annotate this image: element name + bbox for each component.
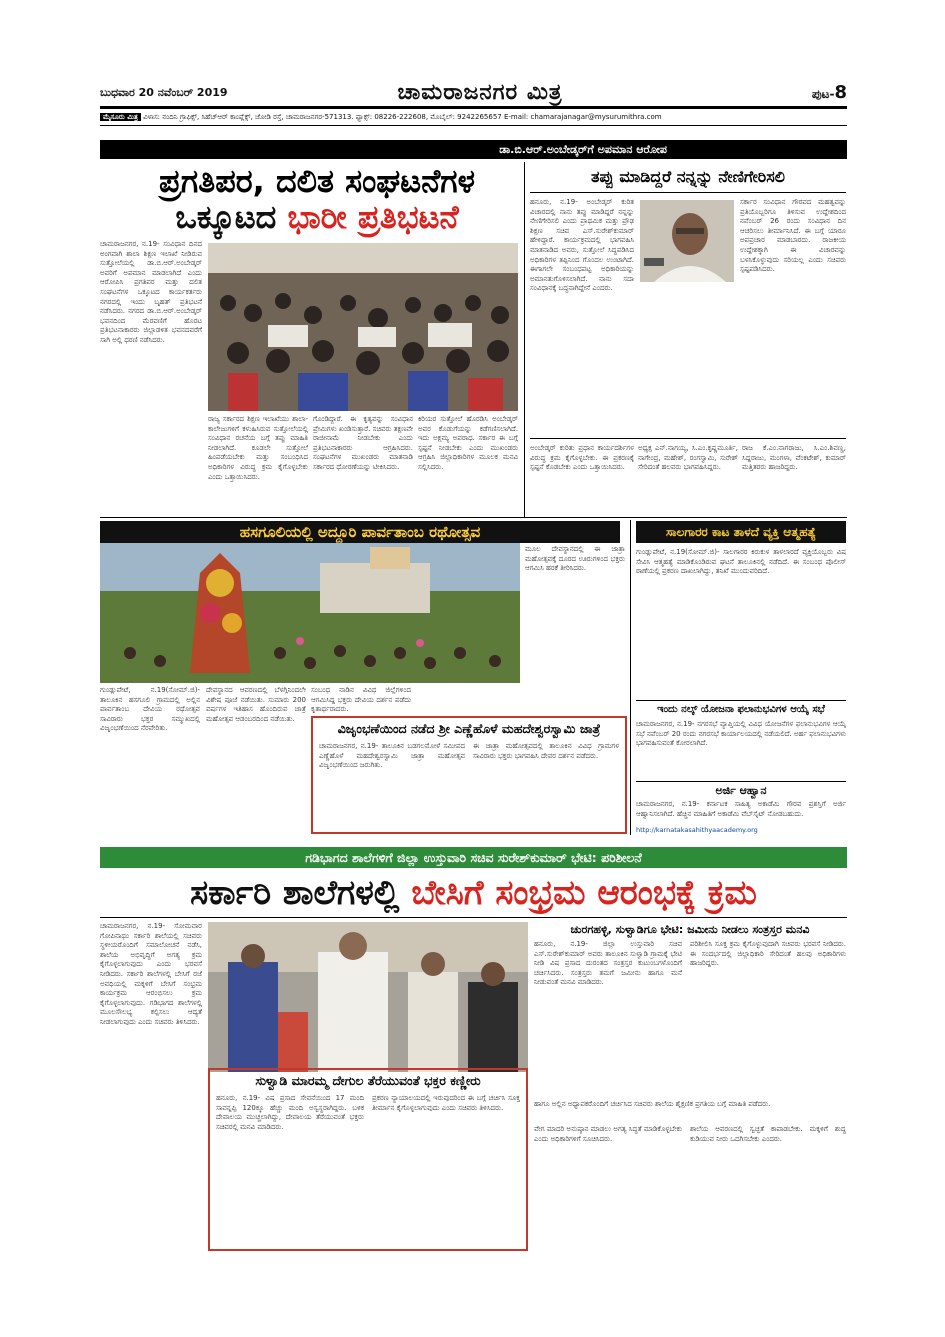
column-divider [524,162,525,517]
strip-text: ಗಡಿಭಾಗದ ಶಾಲೆಗಳಿಗೆ ಜಿಲ್ಲಾ ಉಸ್ತುವಾರಿ ಸಚಿವ ಸುರೇಶ್‌ಕುಮಾರ್ ಭೇಟಿ: ಪರಿಶೀಲನೆ [305,850,642,865]
story4-body-col3: ಮೂಲ ದೇವಸ್ಥಾನದಲ್ಲಿ ಈ ಜಾತ್ರಾ ಮಹೋತ್ಸವಕ್ಕೆ ದೂರದ ಊರುಗಳಿಂದ ಭಕ್ತರು ಆಗಮಿಸಿ ಹರಕೆ ತೀರಿಸಿದರು. [525,545,625,573]
story2-body-col1: ಹನೂರು, ನ.19- ಅಂಬೇಡ್ಕರ್ ಕುರಿತ ವಿಚಾರದಲ್ಲಿ ನಾನು ತಪ್ಪು ಮಾಡಿದ್ದರೆ ನನ್ನನ್ನು ನೇಣಿಗೇರಿಸಲಿ ಎಂದು ಪ್ರಾಥಮಿಕ ಮತ್ತು ಪ್ರೌಢ ಶಿಕ್ಷಣ ಸಚಿವ ಎಸ್.ಸುರೇಶ್‌ಕುಮಾರ್ ಹೇಳಿದ್ದಾರೆ. ಕಾರ್ಯಕ್ರಮದಲ್ಲಿ ಭಾಗವಹಿಸಿ ಮಾತನಾಡಿದ ಅವರು, ಸುತ್ತೋಲೆ ಸಿದ್ಧಪಡಿಸಿದ ಅಧಿಕಾರಿಗಳ ತಪ್ಪಿನಿಂದ ಗೊಂದಲ ಉಂಟಾಗಿದೆ. ಈಗಾಗಲೇ ಸಂಬಂಧಪಟ್ಟ ಅಧಿಕಾರಿಯನ್ನು ಅಮಾನತುಗೊಳಿಸಲಾಗಿದೆ. ನಾನು ಸದಾ ಸಂವಿಧಾನಕ್ಕೆ ಬದ್ಧನಾಗಿದ್ದೇನೆ ಎಂದರು. [530,198,634,293]
story7-body: ಚಾಮರಾಜನಗರ, ನ.19- ನಗರಸಭೆ ವ್ಯಾಪ್ತಿಯಲ್ಲಿ ವಿವಿಧ ಯೋಜನೆಗಳ ಫಲಾನುಭವಿಗಳ ಆಯ್ಕೆ ಸಭೆ ನವೆಂಬರ್ 20 ರಂದು ನಗರಸಭೆ ಕಾರ್ಯಾಲಯದಲ್ಲಿ ನಡೆಯಲಿದೆ. ಅರ್ಹ ಫಲಾನುಭವಿಗಳು ಭಾಗವಹಿಸುವಂತೆ ಕೋರಲಾಗಿದೆ. [636,720,846,748]
story3-body-col1: ಅಂಬೇಡ್ಕರ್ ಕುರಿತು ಪ್ರಧಾನ ಕಾರ್ಯದರ್ಶಿಗಳ ವಿರುದ್ಧ ಕ್ರಮ ಕೈಗೊಳ್ಳಬೇಕು. ಈ ಪ್ರಕರಣಕ್ಕೆ ಸ್ಪಷ್ಟನೆ ಕೊಡಬೇಕು ಎಂದು ಒತ್ತಾಯಿಸಿದರು. [530,444,634,472]
masthead-date: ಬುಧವಾರ 20 ನವೆಂಬರ್ 2019 [100,86,228,99]
story3-rule [530,438,846,439]
story9-body-col1: ಚಾಮರಾಜನಗರ, ನ.19- ಸೋಮವಾರ ಗೋಪಿನಾಥಂ ಸರ್ಕಾರಿ ಶಾಲೆಯಲ್ಲಿ ಸಚಿವರು ಸ್ಥಳೀಯರೊಂದಿಗೆ ಸಮಾಲೋಚನೆ ನಡೆಸಿ, ಶಾಲೆಯ ಅಭಿವೃದ್ಧಿಗೆ ಅಗತ್ಯ ಕ್ರಮ ಕೈಗೊಳ್ಳಲಾಗುವುದು ಎಂದು ಭರವಸೆ ನೀಡಿದರು. ಸರ್ಕಾರಿ ಶಾಲೆಗಳಲ್ಲಿ ಬೇಸಿಗೆ ರಜೆ ಅವಧಿಯಲ್ಲಿ ಮಕ್ಕಳಿಗೆ ಬೇಸಿಗೆ ಸಂಭ್ರಮ ಕಾರ್ಯಕ್ರಮ ಆರಂಭಿಸಲು ಕ್ರಮ ಕೈಗೊಳ್ಳಲಾಗುವುದು. ಗಡಿಭಾಗದ ಶಾಲೆಗಳಲ್ಲಿ ಮೂಲಸೌಲಭ್ಯ ಕಲ್ಪಿಸಲು ಆದ್ಯತೆ ನೀಡಲಾಗುವುದು ಎಂದು ಸಚಿವರು ತಿಳಿಸಿದರು. [100,922,202,1026]
story10-body-col1: ಹನೂರು, ನ.19- ಜಿಲ್ಲಾ ಉಸ್ತುವಾರಿ ಸಚಿವ ಎಸ್.ಸುರೇಶ್‌ಕುಮಾರ್ ಅವರು ತಾಲೂಕಿನ ಸುಳ್ವಾಡಿ ಗ್ರಾಮಕ್ಕೆ ಭೇಟಿ ನೀಡಿ ವಿಷ ಪ್ರಸಾದ ದುರಂತದ ಸಂತ್ರಸ್ತರ ಕುಟುಂಬಗಳೊಂದಿಗೆ ಚರ್ಚಿಸಿದರು. ಸಂತ್ರಸ್ತರು ತಮಗೆ ಜಮೀನು ಹಾಗೂ ಮನೆ ನೀಡುವಂತೆ ಮನವಿ ಮಾಡಿದರು. [534,940,682,987]
story4-body-col4-visible: ಸಂಬಂಧ ನಾಡಿನ ವಿವಿಧ ಜಿಲ್ಲೆಗಳಿಂದ ಆಗಮಿಸಿದ್ದ ಭಕ್ತರು ದೇವಿಯ ದರ್ಶನ ಪಡೆದು ಕೃತಾರ್ಥರಾದರು. [311,686,411,714]
story1-headline-line2 [108,199,526,235]
story9-school-photo [208,922,528,1072]
story4-body-col1: ಗುಂಡ್ಲುಪೇಟೆ, ನ.19(ಸೋಮ್.ಜಿ)- ತಾಲೂಕಿನ ಹಸಗೂಲಿ ಗ್ರಾಮದಲ್ಲಿ ಅಲ್ಲಿನ ಪಾರ್ವತಾಂಬ ದೇವಿಯ ರಥೋತ್ಸವ ಸಾವಿರಾರು ಭಕ್ತರ ಸಮ್ಮುಖದಲ್ಲಿ ವಿಜೃಂಭಣೆಯಿಂದ ನೆರವೇರಿತು. [100,686,200,733]
story9-headline-a: ಸರ್ಕಾರಿ ಶಾಲೆಗಳಲ್ಲಿ [190,873,400,913]
story1-body-col4: ಕಿರಿಯರ ಸುತ್ತೋಲೆ ಹೊರಡಿಸಿ ಅಂಬೇಡ್ಕರ್ ಅವರ ಕೊಡುಗೆಯನ್ನು ಕಡೆಗಣಿಸಲಾಗಿದೆ. ಇದು ಅಕ್ಷಮ್ಯ ಅಪರಾಧ. ಸರ್ಕಾರ ಈ ಬಗ್ಗೆ ಸ್ಪಷ್ಟನೆ ನೀಡಬೇಕು ಎಂದು ಮುಖಂಡರು ಆಗ್ರಹಿಸಿ ಜಿಲ್ಲಾಧಿಕಾರಿಗಳ ಮೂಲಕ ಮನವಿ ಸಲ್ಲಿಸಿದರು. [418,415,518,471]
masthead-page [812,82,847,103]
story4-chariot-photo [100,543,520,683]
story8-website-link[interactable]: http://karnatakasahithyaacademy.org [636,826,758,834]
story1-headline-b: ಭಾರೀ ಪ್ರತಿಭಟನೆ [287,198,459,236]
masthead-info-line [100,112,847,123]
chariot-festival-image [100,543,520,683]
story9-headline-b: ಬೇಸಿಗೆ ಸಂಭ್ರಮ ಆರಂಭಕ್ಕೆ ಕ್ರಮ [411,873,757,913]
story10-headline: ಚುರಗಹಳ್ಳಿ, ಸುಳ್ವಾಡಿಗೂ ಭೇಟಿ: ಜಮೀನು ನೀಡಲು ಸಂತ್ರಸ್ತರ ಮನವಿ [570,923,810,936]
masthead [100,80,847,126]
story11-body-col2: ಪ್ರಕರಣ ನ್ಯಾಯಾಲಯದಲ್ಲಿ ಇರುವುದರಿಂದ ಈ ಬಗ್ಗೆ ಚರ್ಚಿಸಿ ಸೂಕ್ತ ತೀರ್ಮಾನ ಕೈಗೊಳ್ಳಲಾಗುವುದು ಎಂದು ಸಚಿವರು ತಿಳಿಸಿದರು. [372,1094,520,1112]
story9-strip [100,847,847,868]
story2-rule [530,192,846,193]
story9-headline [100,872,847,914]
story11-box [208,1068,528,1251]
info-prefix: ಮೈಸೂರು ಮಿತ್ರ [100,113,141,121]
minister-portrait-image [640,200,734,282]
story4-headline-text: ಹಸಗೂಲಿಯಲ್ಲಿ ಅದ್ದೂರಿ ಪಾರ್ವತಾಂಬ ರಥೋತ್ಸವ [239,523,481,541]
section-rule [100,517,847,518]
story1-headline-a: ಒಕ್ಕೂಟದ [175,198,277,236]
story11-body-col1: ಹನೂರು, ನ.19- ವಿಷ ಪ್ರಸಾದ ಸೇವನೆಯಿಂದ 17 ಮಂದಿ ಸಾವನ್ನಪ್ಪಿ 120ಕ್ಕೂ ಹೆಚ್ಚು ಮಂದಿ ಅಸ್ವಸ್ಥರಾಗಿದ್ದರು. ಬಳಿಕ ದೇವಾಲಯ ಮುಚ್ಚಲಾಗಿದ್ದು, ದೇವಾಲಯ ತೆರೆಯುವಂತೆ ಭಕ್ತರು ಸಚಿವರಲ್ಲಿ ಮನವಿ ಮಾಡಿದರು. [216,1094,364,1131]
story8-body: ಚಾಮರಾಜನಗರ, ನ.19- ಕರ್ನಾಟಕ ಸಾಹಿತ್ಯ ಅಕಾಡೆಮಿ ಗೌರವ ಪ್ರಶಸ್ತಿಗೆ ಅರ್ಜಿ ಆಹ್ವಾನಿಸಲಾಗಿದೆ. ಹೆಚ್ಚಿನ ಮಾಹಿತಿಗೆ ಅಕಾಡೆಮಿ ವೆಬ್‌ಸೈಟ್ ನೋಡಬಹುದು. [636,800,846,818]
story9-rule [100,917,847,918]
page-label: ಪುಟ- [811,87,835,101]
story1-kicker-bar [100,140,847,159]
masthead-rule-2 [100,125,847,126]
story5-box [311,716,627,834]
story2-headline: ತಪ್ಪು ಮಾಡಿದ್ದರೆ ನನ್ನನ್ನು ನೇಣಿಗೇರಿಸಲಿ [591,167,785,186]
info-address: ವಿಳಾಸ: ನಂದಿನಿ ಗ್ರಾಫಿಕ್ಸ್, ಸಿಹೆಚ್ಆರ್ ಕಾಂಪ್ಲೆಕ್ಸ್, ಜೋಡಿ ರಸ್ತೆ, ಚಾಮರಾಜನಗರ-571313. ಫ್ಯಾಕ್ಸ್: 08226-222608, ಮೊಬೈಲ್: 9242265657 E-mail: chamarajanagar@mysurumithra.com [143,113,662,121]
story5-body-col1: ಚಾಮರಾಜನಗರ, ನ.19- ತಾಲೂಕಿನ ಬಡಗಲಮೋಳೆ ಸಮೀಪದ ಎಣ್ಣೆಹೊಳೆ ಮಹದೇಶ್ವರಸ್ವಾಮಿ ಜಾತ್ರಾ ಮಹೋತ್ಸವ ವಿಜೃಂಭಣೆಯಿಂದ ಜರುಗಿತು. [319,742,465,770]
story11-headline: ಸುಳ್ವಾಡಿ ಮಾರಮ್ಮ ದೇಗುಲ ತೆರೆಯುವಂತೆ ಭಕ್ತರ ಕಣ್ಣೀರು [255,1073,481,1088]
protest-crowd-image [208,243,518,411]
story3-body-col2: ಅಧ್ಯಕ್ಷ ಎನ್.ನಾಗಯ್ಯ, ಸಿ.ಎಂ.ಕೃಷ್ಣಮೂರ್ತಿ, ನಾಗೇಂದ್ರ, ಮಹೇಶ್, ರಂಗಸ್ವಾಮಿ, ಸುರೇಶ್ ಸೇರಿದಂತೆ ಹಲವರು ಭಾಗವಹಿಸಿದ್ದರು. [638,444,738,472]
story2-body-col2: ಸರ್ಕಾರ ಸಂವಿಧಾನ ಗೌರವದ ಮಹತ್ವವನ್ನು ಪ್ರತಿಯೊಬ್ಬರಿಗೂ ತಿಳಿಸುವ ಉದ್ದೇಶದಿಂದ ನವೆಂಬರ್ 26 ರಂದು ಸಂವಿಧಾನ ದಿನ ಆಚರಿಸಲು ತೀರ್ಮಾನಿಸಿದೆ. ಈ ಬಗ್ಗೆ ಯಾರೂ ಅಪಪ್ರಚಾರ ಮಾಡಬಾರದು. ರಾಜಕೀಯ ಉದ್ದೇಶಕ್ಕಾಗಿ ಈ ವಿಚಾರವನ್ನು ಬಳಸಿಕೊಳ್ಳುವುದು ಸರಿಯಲ್ಲ ಎಂದು ಸಚಿವರು ಸ್ಪಷ್ಟಪಡಿಸಿದರು. [740,198,846,274]
school-visit-image [208,922,528,1072]
masthead-title: ಚಾಮರಾಜನಗರ ಮಿತ್ರ [397,80,563,105]
story9-body-col4: ಶಾಲೆಯ ಆವರಣದಲ್ಲಿ ಸ್ವಚ್ಛತೆ ಕಾಪಾಡಬೇಕು. ಮಕ್ಕಳಿಗೆ ಶುದ್ಧ ಕುಡಿಯುವ ನೀರು ಒದಗಿಸಬೇಕು ಎಂದರು. [690,1125,846,1143]
story7-rule [636,700,846,701]
story1-protest-photo [208,243,518,411]
story9-body-col2-visible: ಹಾಗೂ ಅಲ್ಲಿನ ಅಧ್ಯಾಪಕರೊಂದಿಗೆ ಚರ್ಚಿಸಿದ ಸಚಿವರು ಶಾಲೆಯ ಶೈಕ್ಷಣಿಕ ಪ್ರಗತಿಯ ಬಗ್ಗೆ ಮಾಹಿತಿ ಪಡೆದರು. [534,1100,771,1108]
column-divider-2 [630,520,631,835]
story4-body-col2: ದೇವಸ್ಥಾನದ ಆವರಣದಲ್ಲಿ ಬೆಳಗ್ಗಿನಿಂದಲೇ ವಿಶೇಷ ಪೂಜೆ ನಡೆಯಿತು. ಸುಮಾರು 200 ವರ್ಷಗಳ ಇತಿಹಾಸ ಹೊಂದಿರುವ ಜಾತ್ರೆ ಮಹೋತ್ಸವ ಆಡಂಬರದಿಂದ ನಡೆಯಿತು. [206,686,306,723]
story10-body-col2: ಪರಿಶೀಲಿಸಿ ಸೂಕ್ತ ಕ್ರಮ ಕೈಗೊಳ್ಳುವುದಾಗಿ ಸಚಿವರು ಭರವಸೆ ನೀಡಿದರು. ಈ ಸಂದರ್ಭದಲ್ಲಿ ಜಿಲ್ಲಾಧಿಕಾರಿ ಸೇರಿದಂತೆ ಹಲವು ಅಧಿಕಾರಿಗಳು ಹಾಜರಿದ್ದರು. [690,940,846,968]
story1-body-col1: ಚಾಮರಾಜನಗರ, ನ.19- ಸಂವಿಧಾನ ದಿನದ ಅಂಗವಾಗಿ ಶಾಲಾ ಶಿಕ್ಷಣ ಇಲಾಖೆ ನೀಡಿರುವ ಸುತ್ತೋಲೆಯಲ್ಲಿ ಡಾ.ಬಿ.ಆರ್.ಅಂಬೇಡ್ಕರ್ ಅವರಿಗೆ ಅಪಮಾನ ಮಾಡಲಾಗಿದೆ ಎಂದು ಆರೋಪಿಸಿ ಪ್ರಗತಿಪರ ಮತ್ತು ದಲಿತ ಸಂಘಟನೆಗಳ ಒಕ್ಕೂಟದ ಕಾರ್ಯಕರ್ತರು ನಗರದಲ್ಲಿ ಇಂದು ಬೃಹತ್ ಪ್ರತಿಭಟನೆ ನಡೆಸಿದರು. ನಗರದ ಡಾ.ಬಿ.ಆರ್.ಅಂಬೇಡ್ಕರ್ ಭವನದಿಂದ ಮೆರವಣಿಗೆ ಹೊರಟ ಪ್ರತಿಭಟನಾಕಾರರು ಜಿಲ್ಲಾಡಳಿತ ಭವನದವರೆಗೆ ಸಾಗಿ ಅಲ್ಲಿ ಧರಣಿ ನಡೆಸಿದರು. [100,240,202,344]
story4-headline [100,521,620,543]
story8-rule [636,781,846,782]
story6-body: ಗುಂಡ್ಲುಪೇಟೆ, ನ.19(ಸೋಮ್.ಜಿ)- ಸಾಲಗಾರರ ಕಿರುಕುಳ ತಾಳಲಾರದೆ ವ್ಯಕ್ತಿಯೊಬ್ಬರು ವಿಷ ಸೇವಿಸಿ ಆತ್ಮಹತ್ಯೆ ಮಾಡಿಕೊಂಡಿರುವ ಘಟನೆ ತಾಲೂಕಿನಲ್ಲಿ ನಡೆದಿದೆ. ಈ ಸಂಬಂಧ ಪೊಲೀಸ್ ಠಾಣೆಯಲ್ಲಿ ಪ್ರಕರಣ ದಾಖಲಾಗಿದ್ದು, ತನಿಖೆ ಮುಂದುವರಿದಿದೆ. [636,548,846,576]
story9-body-col3: ವೇಗ ಮಾದರಿ ಅನುಷ್ಠಾನ ಮಾಡಲು ಅಗತ್ಯ ಸಿದ್ಧತೆ ಮಾಡಿಕೊಳ್ಳಬೇಕು ಎಂದು ಅಧಿಕಾರಿಗಳಿಗೆ ಸೂಚಿಸಿದರು. [534,1125,682,1143]
story5-headline: ವಿಜೃಂಭಣೆಯಿಂದ ನಡೆದ ಶ್ರೀ ಎಣ್ಣೆಹೊಳೆ ಮಹದೇಶ್ವರಸ್ವಾಮಿ ಜಾತ್ರೆ [337,721,601,736]
story1-body-col3: ಗೊಂಡಿದ್ದಾರೆ. ಈ ಕೃತ್ಯವನ್ನು ಸಂವಿಧಾನ ಪ್ರೇಮಿಗಳು ಖಂಡಿಸುತ್ತಾರೆ. ಸಚಿವರು ತಕ್ಷಣವೇ ರಾಜೀನಾಮೆ ನೀಡಬೇಕು ಎಂದು ಪ್ರತಿಭಟನಾಕಾರರು ಆಗ್ರಹಿಸಿದರು. ಸಂಘಟನೆಗಳ ಮುಖಂಡರು ಮಾತನಾಡಿ ಸರ್ಕಾರದ ಧೋರಣೆಯನ್ನು ಟೀಕಿಸಿದರು. [313,415,413,471]
story5-body-col2: ಈ ಜಾತ್ರಾ ಮಹೋತ್ಸವದಲ್ಲಿ ತಾಲೂಕಿನ ವಿವಿಧ ಗ್ರಾಮಗಳ ಸಾವಿರಾರು ಭಕ್ತರು ಭಾಗವಹಿಸಿ ದೇವರ ದರ್ಶನ ಪಡೆದರು. [473,742,619,760]
story6-headline: ಸಾಲಗಾರರ ಕಾಟ ತಾಳದೆ ವ್ಯಕ್ತಿ ಆತ್ಮಹತ್ಯೆ [665,525,817,539]
story1-headline-line1: ಪ್ರಗತಿಪರ, ದಲಿತ ಸಂಘಟನೆಗಳ [159,162,475,200]
story3-body-col3: ರಾಜ ಕೆ.ಎಂ.ನಾಗರಾಜು, ಸಿ.ಎಂ.ಶಿವಣ್ಣ, ಸಿದ್ದರಾಜು, ಮಂಗಳಾ, ವೆಂಕಟೇಶ್, ಕುಮಾರ್ ಮತ್ತಿತರರು ಹಾಜರಿದ್ದರು. [742,444,846,472]
story1-kicker: ಡಾ.ಬಿ.ಆರ್.ಅಂಬೇಡ್ಕರ್‌ಗೆ ಅಪಮಾನ ಆರೋಪ [499,143,667,156]
masthead-rule [100,106,847,109]
story8-headline: ಅರ್ಜಿ ಆಹ್ವಾನ [715,784,767,797]
story6-headline-bar [636,521,846,543]
page-number: 8 [834,82,847,103]
story7-headline: ಇಂದು ನಲ್ಕ್ ಯೋಜನಾ ಫಲಾನುಭವಿಗಳ ಆಯ್ಕೆ ಸಭೆ [657,704,825,715]
story2-minister-photo [640,200,734,282]
story1-body-col2: ರಾಜ್ಯ ಸರ್ಕಾರದ ಶಿಕ್ಷಣ ಇಲಾಖೆಯು ಶಾಲಾ-ಕಾಲೇಜುಗಳಿಗೆ ಕಳುಹಿಸಿರುವ ಸುತ್ತೋಲೆಯಲ್ಲಿ ಸಂವಿಧಾನ ರಚನೆಯ ಬಗ್ಗೆ ತಪ್ಪು ಮಾಹಿತಿ ನೀಡಲಾಗಿದೆ. ಕೂಡಲೇ ಸುತ್ತೋಲೆ ಹಿಂಪಡೆಯಬೇಕು ಮತ್ತು ಸಂಬಂಧಿಸಿದ ಅಧಿಕಾರಿಗಳ ವಿರುದ್ಧ ಕ್ರಮ ಕೈಗೊಳ್ಳಬೇಕು ಎಂದು ಒತ್ತಾಯಿಸಿದರು. [208,415,308,481]
